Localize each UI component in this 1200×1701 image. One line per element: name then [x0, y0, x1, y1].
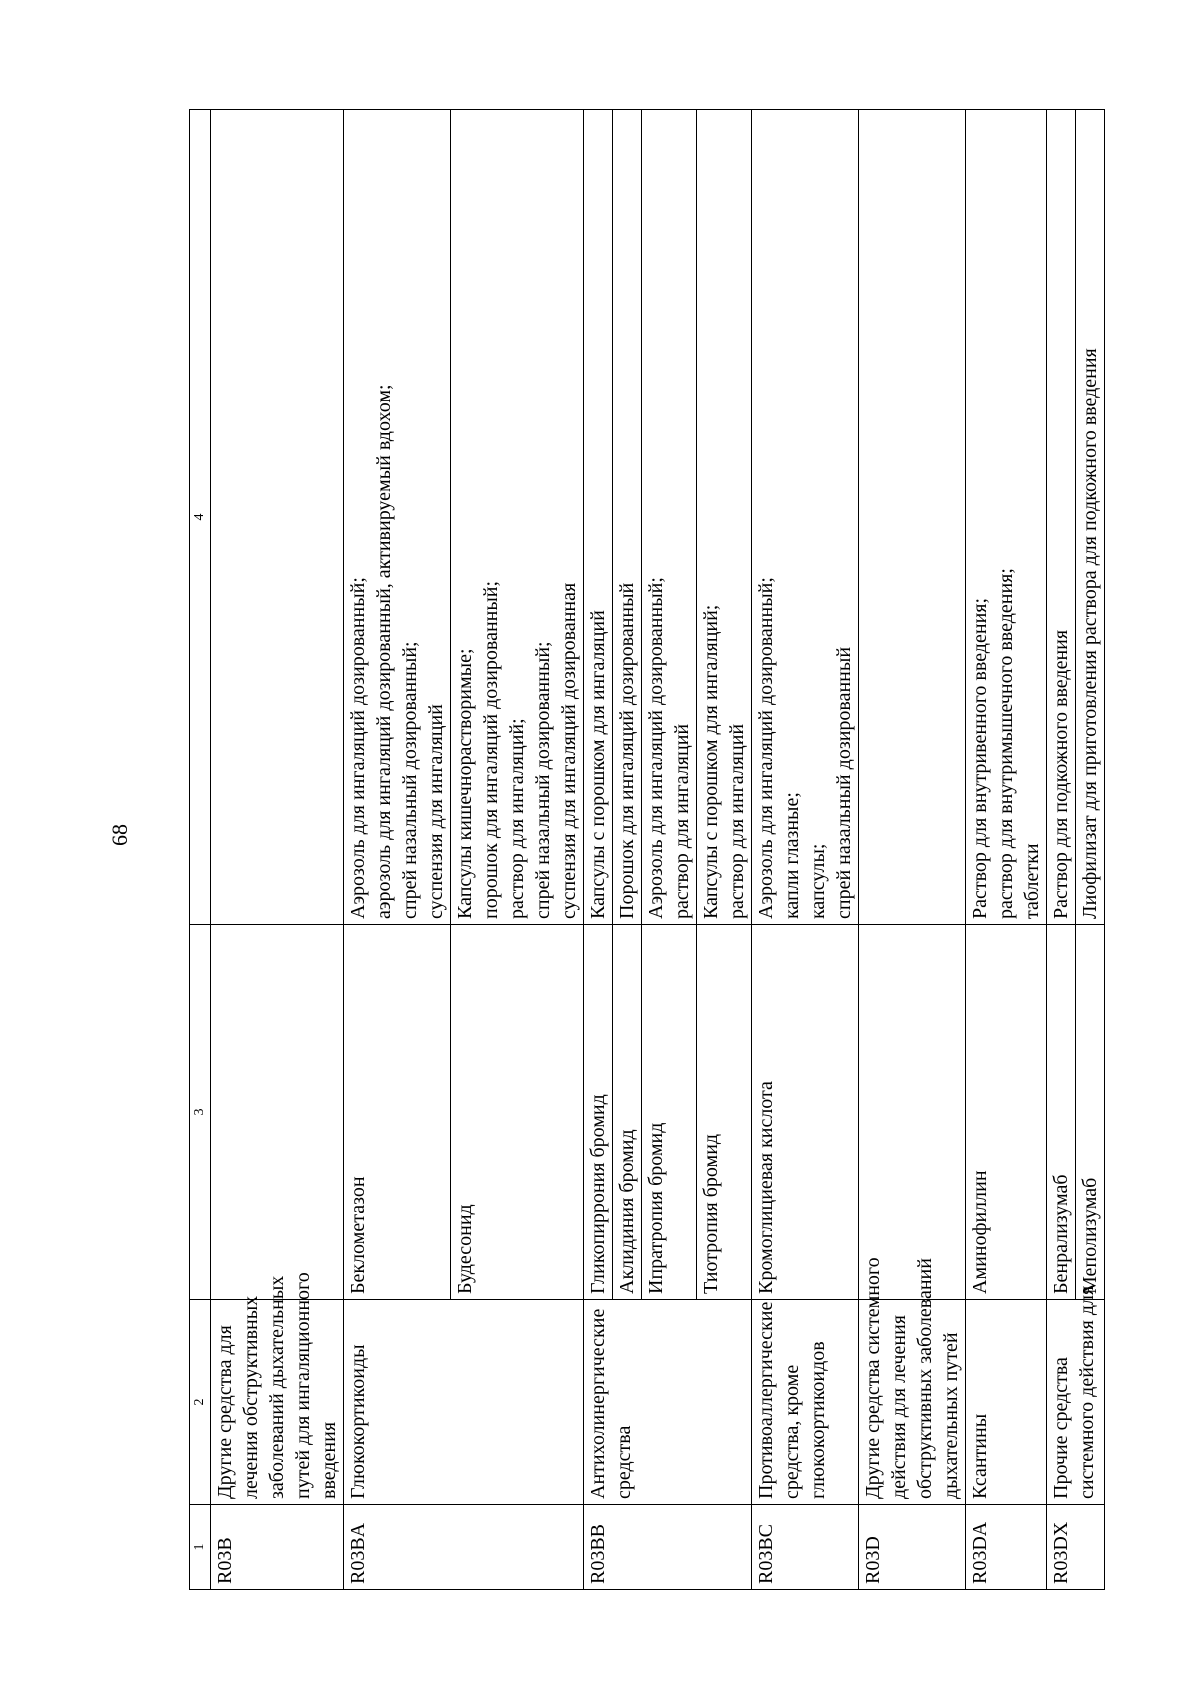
- drug-name-cell: Аминофиллин: [966, 925, 1047, 1300]
- group-name-cell-line: дыхательных путей: [940, 1332, 962, 1499]
- group-name-cell-line: Другие средства системного: [862, 1257, 884, 1499]
- group-name-cell-line: путей для ингаляционного: [292, 1272, 314, 1499]
- dosage-forms-cell-line: Порошок для ингаляций дозированный: [616, 582, 638, 919]
- dosage-forms-cell: [752, 110, 859, 925]
- atc-code-cell: R03BB: [584, 1505, 752, 1590]
- atc-code-cell: R03BA: [344, 1505, 584, 1590]
- dosage-forms-cell: [211, 110, 344, 925]
- dosage-forms-cell-line: спрей назальный дозированный: [833, 646, 855, 919]
- drug-name-cell: Будесонид: [451, 925, 584, 1300]
- dosage-forms-cell-line: капсулы;: [807, 843, 829, 919]
- group-name-cell: [584, 1300, 752, 1505]
- group-name-cell: [211, 1272, 344, 1505]
- header-cell: 1: [190, 1505, 211, 1590]
- dosage-forms-cell-line: Аэрозоль для ингаляций дозированный;: [347, 577, 369, 919]
- dosage-forms-cell-line: суспензия для ингаляций: [425, 704, 447, 919]
- group-name-cell: [859, 1257, 966, 1505]
- dosage-forms-cell: [1047, 110, 1076, 925]
- dosage-forms-cell-line: раствор для ингаляций: [671, 723, 693, 919]
- group-name-cell-line: Ксантины: [969, 1413, 991, 1499]
- dosage-forms-cell: [344, 110, 451, 925]
- dosage-forms-cell-line: раствор для ингаляций;: [506, 718, 528, 919]
- dosage-forms-cell-line: Раствор для подкожного введения: [1050, 629, 1072, 919]
- drug-name-cell: Беклометазон: [344, 925, 451, 1300]
- header-cell: 2: [190, 1300, 211, 1505]
- group-name-cell: [752, 1300, 859, 1505]
- atc-code-cell: R03B: [211, 1505, 344, 1590]
- group-name-cell: [966, 1300, 1047, 1505]
- dosage-forms-cell: [584, 110, 613, 925]
- dosage-forms-cell: [642, 110, 697, 925]
- dosage-forms-cell-line: таблетки: [1021, 843, 1043, 919]
- dosage-forms-cell-line: Капсулы кишечнорастворимые;: [454, 648, 476, 919]
- group-name-cell: [344, 1300, 584, 1505]
- table-row: [752, 110, 859, 1590]
- group-name-cell: [1047, 1285, 1105, 1505]
- group-name-cell-line: лечения обструктивных: [240, 1295, 262, 1499]
- dosage-forms-cell-line: Аэрозоль для ингаляций дозированный;: [645, 577, 667, 919]
- dosage-forms-cell: [697, 110, 752, 925]
- group-name-cell-line: обструктивных заболеваний: [914, 1258, 936, 1499]
- dosage-forms-cell-line: Лиофилизат для приготовления раствора для подкожного введения: [1079, 348, 1101, 919]
- drug-name-cell: [859, 925, 966, 1300]
- drug-name-cell: [211, 925, 344, 1300]
- group-name-cell-line: системного действия для: [1076, 1285, 1098, 1499]
- dosage-forms-cell-line: раствор для ингаляций: [726, 723, 748, 919]
- dosage-forms-cell-line: Аэрозоль для ингаляций дозированный;: [755, 577, 777, 919]
- group-name-cell-line: глюкокортикоидов: [807, 1341, 829, 1499]
- dosage-forms-cell-line: Капсулы с порошком для ингаляций: [587, 610, 609, 919]
- drug-table: [189, 109, 1105, 1590]
- group-name-cell-line: средства, кроме: [781, 1364, 803, 1499]
- drug-name-cell: Кромоглициевая кислота: [752, 925, 859, 1300]
- dosage-forms-cell-line: порошок для ингаляций дозированный;: [480, 580, 502, 919]
- group-name-cell-line: Противоаллергические: [755, 1301, 777, 1499]
- table-row: [859, 110, 966, 1590]
- dosage-forms-cell-line: капли глазные;: [781, 792, 803, 919]
- atc-code-cell: R03DA: [966, 1505, 1047, 1590]
- group-name-cell-line: средства: [613, 1425, 635, 1499]
- table-row: [584, 110, 613, 1590]
- table-row: [344, 110, 451, 1590]
- group-name-cell-line: Антихолинергические: [587, 1308, 609, 1499]
- rotated-table-container: [189, 110, 1101, 1590]
- group-name-cell-line: заболеваний дыхательных: [266, 1275, 288, 1499]
- group-name-cell-line: Глюкокортикоиды: [347, 1344, 369, 1499]
- dosage-forms-cell-line: суспензия для ингаляций дозированная: [558, 582, 580, 919]
- drug-name-cell: Бенрализумаб: [1047, 925, 1076, 1300]
- table-row: [966, 110, 1047, 1590]
- group-name-cell-line: действия для лечения: [888, 1315, 910, 1499]
- table-row: [211, 110, 344, 1590]
- dosage-forms-cell-line: Капсулы с порошком для ингаляций;: [700, 604, 722, 919]
- header-cell: 3: [190, 925, 211, 1300]
- group-name-cell-line: Прочие средства: [1050, 1357, 1072, 1499]
- dosage-forms-cell: [966, 110, 1047, 925]
- atc-code-cell: R03DX: [1047, 1505, 1105, 1590]
- dosage-forms-cell: [859, 110, 966, 925]
- dosage-forms-cell: [1076, 110, 1105, 925]
- atc-code-cell: R03BC: [752, 1505, 859, 1590]
- dosage-forms-cell-line: Раствор для внутривенного введения;: [969, 597, 991, 919]
- drug-name-cell: Аклидиния бромид: [613, 925, 642, 1300]
- dosage-forms-cell-line: спрей назальный дозированный;: [399, 641, 421, 919]
- atc-code-cell: R03D: [859, 1505, 966, 1590]
- group-name-cell-line: введения: [318, 1421, 340, 1499]
- dosage-forms-cell-line: спрей назальный дозированный;: [532, 641, 554, 919]
- drug-name-cell: Ипратропия бромид: [642, 925, 697, 1300]
- dosage-forms-cell: [451, 110, 584, 925]
- drug-name-cell: Гликопиррония бромид: [584, 925, 613, 1300]
- dosage-forms-cell: [613, 110, 642, 925]
- group-name-cell-line: Другие средства для: [214, 1325, 236, 1499]
- dosage-forms-cell-line: раствор для внутримышечного введения;: [995, 568, 1017, 919]
- table-row: [1047, 110, 1076, 1590]
- drug-name-cell: Тиотропия бромид: [697, 925, 752, 1300]
- page-number: 68: [107, 824, 132, 846]
- table-header-row: [190, 110, 211, 1590]
- dosage-forms-cell-line: аэрозоль для ингаляций дозированный, активируемый вдохом;: [373, 384, 395, 919]
- drug-name-cell: Меполизумаб: [1076, 925, 1105, 1300]
- header-cell: 4: [190, 110, 211, 925]
